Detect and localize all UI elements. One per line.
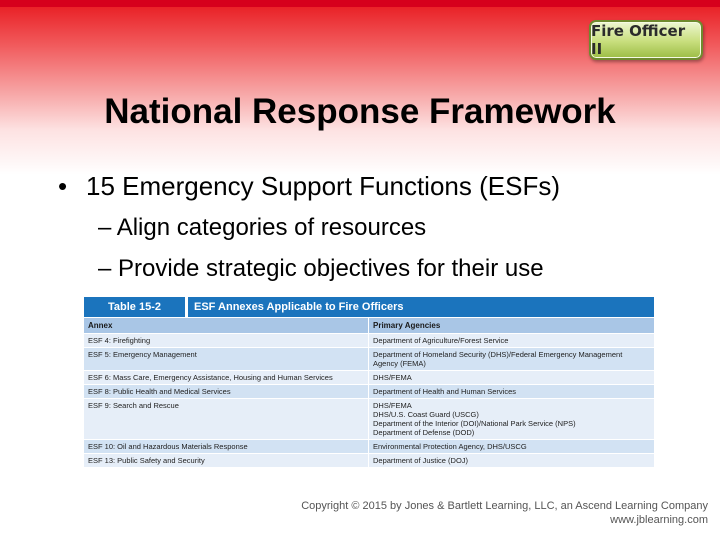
fire-officer-badge — [589, 20, 703, 60]
copyright-text: Copyright © 2015 by Jones & Bartlett Learning, LLC, an Ascend Learning Company — [301, 500, 708, 512]
agency-line: Department of Health and Human Services — [373, 387, 516, 396]
agencies-cell — [369, 454, 654, 467]
annex-cell: ESF 6: Mass Care, Emergency Assistance, Housing and Human Services — [84, 371, 369, 384]
agencies-cell — [369, 385, 654, 398]
agency-line: DHS/FEMA — [373, 401, 412, 410]
top-accent-bar — [0, 0, 720, 7]
agency-line: Department of Defense (DOD) — [373, 428, 475, 437]
agency-line: Environmental Protection Agency, DHS/USCG — [373, 442, 527, 451]
annex-cell: ESF 5: Emergency Management — [84, 348, 369, 370]
agencies-cell — [369, 334, 654, 347]
annex-cell: ESF 9: Search and Rescue — [84, 399, 369, 439]
annex-cell: ESF 4: Firefighting — [84, 334, 369, 347]
badge-label: Fire Officer II — [591, 22, 686, 58]
table-row — [84, 454, 654, 468]
copyright-footer — [301, 499, 708, 527]
annex-cell: ESF 13: Public Safety and Security — [84, 454, 369, 467]
agency-line: Department of Homeland Security (DHS)/Federal Emergency Management — [373, 350, 623, 359]
annex-cell: ESF 10: Oil and Hazardous Materials Response — [84, 440, 369, 453]
agencies-cell — [369, 348, 654, 370]
table-number: Table 15-2 — [84, 297, 185, 317]
agencies-cell — [369, 371, 654, 384]
column-header-annex: Annex — [84, 318, 369, 333]
agency-line: Department of Justice (DOJ) — [373, 456, 469, 465]
esf-annex-table — [84, 297, 654, 487]
publisher-url: www.jblearning.com — [610, 514, 708, 526]
main-bullet — [58, 171, 560, 202]
agency-line: Department of Agriculture/Forest Service — [373, 336, 509, 345]
sub-bullet-1: – Align categories of resources — [98, 214, 427, 241]
column-header-agencies: Primary Agencies — [373, 321, 441, 330]
agency-line: Agency (FEMA) — [373, 359, 426, 368]
slide-title: National Response Framework — [104, 92, 616, 131]
bullet-marker: • — [58, 171, 68, 201]
table-row — [84, 385, 654, 399]
table-column-headers — [84, 318, 654, 333]
sub-bullet-2: – Provide strategic objectives for their use — [98, 255, 544, 282]
table-title: ESF Annexes Applicable to Fire Officers — [188, 297, 654, 317]
table-row — [84, 334, 654, 348]
agency-line: Department of the Interior (DOI)/National Park Service (NPS) — [373, 419, 576, 428]
table-body — [84, 334, 654, 468]
main-bullet-text: 15 Emergency Support Functions (ESFs) — [86, 171, 560, 201]
table-row — [84, 348, 654, 371]
agencies-cell — [369, 440, 654, 453]
table-row — [84, 399, 654, 440]
agency-line: DHS/U.S. Coast Guard (USCG) — [373, 410, 479, 419]
table-row — [84, 440, 654, 454]
table-caption — [84, 297, 654, 317]
table-row — [84, 371, 654, 385]
annex-cell: ESF 8: Public Health and Medical Services — [84, 385, 369, 398]
agency-line: DHS/FEMA — [373, 373, 412, 382]
agencies-cell — [369, 399, 654, 439]
